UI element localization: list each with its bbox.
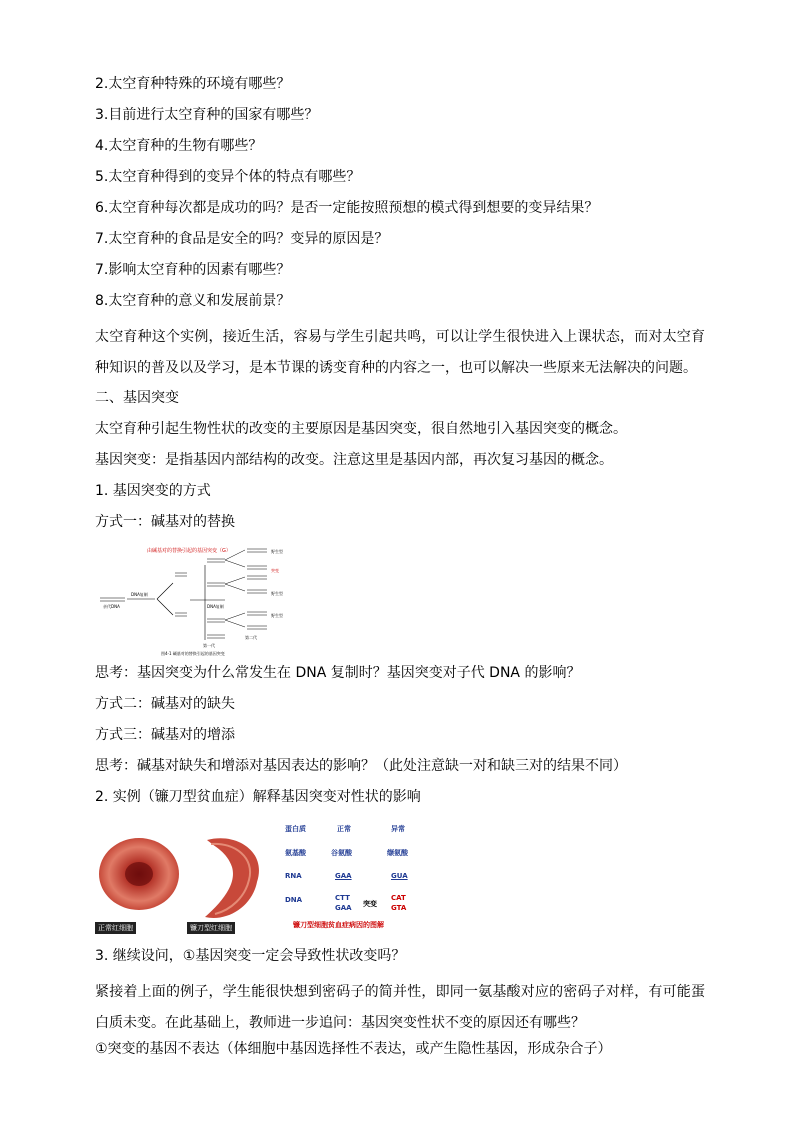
question-4: 4.太空育种的生物有哪些？ [95,138,263,154]
figure1-copy2: DNA复制 [207,604,224,609]
normal-red-cell-caption: 正常红细胞 [95,922,136,934]
thinking-question-1: 思考：基因突变为什么常发生在 DNA 复制时？基因突变对子代 DNA 的影响？ [95,665,581,681]
paragraph-codon-degeneracy: 紧接着上面的例子，学生能很快想到密码子的简并性，即同一氨基酸对应的密码子对样，有可能蛋白质未变。在此基础上，教师进一步追问：基因突变性状不变的原因还有哪些？ [95,984,705,1031]
question-7a: 7.太空育种的食品是安全的吗？变异的原因是？ [95,231,389,247]
method-deletion: 方式二：碱基对的缺失 [95,696,235,712]
figure1-copy1: DNA复制 [131,592,148,597]
rna-normal: GAA [335,872,352,880]
row-rna: RNA [285,872,302,880]
figure-sickle-cell [95,822,705,936]
sickle-cell-caption: 镰刀型红细胞 [187,922,235,934]
subsection-further-question: 3. 继续设问，①基因突变一定会导致性状改变吗？ [95,948,406,964]
figure-substitution-diagram [95,545,295,657]
paragraph-space-breeding: 太空育种这个实例，接近生活，容易与学生引起共鸣，可以让学生很快进入上课状态，而对太空育种知识的普及以及学习，是本节课的诱变育种的内容之一，也可以解决一些原来无法解决的问题。 [95,329,705,376]
dna-normal-top: CTT [335,894,350,902]
row-amino-acid: 氨基酸 [285,849,306,857]
normal-red-cell-photo [95,822,183,934]
question-8: 8.太空育种的意义和发展前景？ [95,293,291,309]
col-normal: 正常 [337,825,351,833]
subsection-sickle-cell: 2. 实例（镰刀型贫血症）解释基因突变对性状的影响 [95,789,421,805]
method-insertion: 方式三：碱基对的增添 [95,727,235,743]
figure1-title: 由碱基对的替换引起的基因突变（G） [147,548,231,554]
figure1-caption: 图4-1 碱基对的替换引起的基因突变 [161,651,225,656]
figure1-gen1: 第一代 [203,643,215,648]
dna-abnormal-top: CAT [391,894,406,902]
normal-red-cell-image [95,822,183,934]
question-7b: 7.影响太空育种的因素有哪些？ [95,262,291,278]
question-2: 2.太空育种特殊的环境有哪些？ [95,76,291,92]
question-6: 6.太空育种每次都是成功的吗？是否一定能按照预想的模式得到想要的变异结果？ [95,200,599,216]
paragraph-mutation-definition: 基因突变：是指基因内部结构的改变。注意这里是基因内部，再次复习基因的概念。 [95,452,613,468]
row-protein: 蛋白质 [285,825,306,833]
figure1-parent-label: 亲代DNA [103,604,120,609]
amino-abnormal: 缬氨酸 [387,849,408,857]
document-page [95,74,705,1070]
dna-normal-bottom: GAA [335,904,352,912]
col-abnormal: 异常 [391,825,405,833]
mutation-label: 突变 [363,900,377,908]
sickle-cell-schema [283,822,433,934]
paragraph-intro-mutation: 太空育种引起生物性状的改变的主要原因是基因突变，很自然地引入基因突变的概念。 [95,421,627,437]
figure1-gen2: 第二代 [245,635,257,640]
figure1-normal3: 野生型 [271,613,283,618]
question-5: 5.太空育种得到的变异个体的特点有哪些？ [95,169,361,185]
amino-normal: 谷氨酸 [331,849,352,857]
section-heading-gene-mutation: 二、基因突变 [95,390,179,406]
figure1-mutant: 突变 [271,568,279,573]
rna-abnormal: GUA [391,872,408,880]
schema-footer: 镰刀型细胞贫血症病因的图解 [293,921,384,929]
dna-abnormal-bottom: GTA [391,904,407,912]
thinking-question-2: 思考：碱基对缺失和增添对基因表达的影响？（此处注意缺一对和缺三对的结果不同） [95,758,627,774]
substitution-diagram-svg [95,545,295,657]
method-substitution: 方式一：碱基对的替换 [95,514,235,530]
sickle-cell-image [187,822,275,934]
sickle-cell-photo [187,822,275,934]
paragraph-gene-not-expressed: ①突变的基因不表达（体细胞中基因选择性不表达，或产生隐性基因，形成杂合子） [95,1041,612,1057]
figure1-normal2: 野生型 [271,591,283,596]
row-dna: DNA [285,896,303,904]
question-3: 3.目前进行太空育种的国家有哪些？ [95,107,319,123]
subsection-mutation-methods: 1. 基因突变的方式 [95,483,211,499]
figure1-normal1: 野生型 [271,549,283,554]
